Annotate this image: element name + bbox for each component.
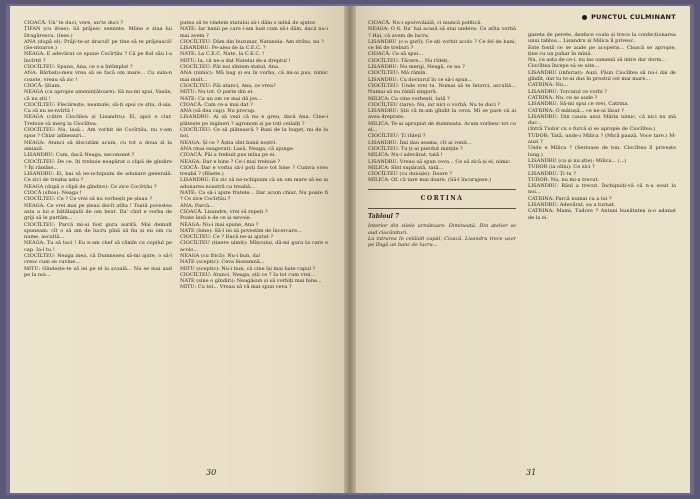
text-paragraph: LISANDRU (infuriat): Auzi, Păun Ciocîltea să nu-i dai de gîndit, dar tu te-ai dus în prostul cel mai mare... xyxy=(528,69,676,83)
text-paragraph: CATRINA: Parcă numai cu a lui ? xyxy=(528,195,612,202)
right-page xyxy=(356,6,690,493)
text-paragraph: NEAGA: Dar e bine ? Ce-i mai trebuie ? xyxy=(180,158,281,165)
text-paragraph: LISANDRU: Răul a trecut. Închipuiți-vă că n-a sosit la noi... xyxy=(528,183,676,196)
text-paragraph: MILICA: Te-ai apropiat de dumneata. Acum vorbesc tot cu el... xyxy=(368,120,516,134)
text-paragraph: MITU: Gîndește-te să iei pe el la școală... Nu se mai aud pe la noi... xyxy=(24,265,172,278)
text-paragraph: CATRINA: Nu, ce se aude ? xyxy=(528,94,598,101)
text-paragraph: LISANDRU: Pe-alea de la C.E.C. ? xyxy=(180,45,266,52)
text-paragraph: CIOCÎLTEU: Spune, Ana, ce s-a întîmplat ? xyxy=(24,64,133,71)
text-paragraph: NEAGA (după o clipă de gîndire): Ce zice Cocîrțău ? xyxy=(24,183,157,190)
text-paragraph: LISANDRU (ca și nu știe): Milica... (...) xyxy=(528,157,627,164)
text-paragraph: LISANDRU: Știi că m-am gîndit la ceva. Mi se pare că ai avea dreptate. xyxy=(368,108,516,121)
text-paragraph: Poate însă e de ce și nevoie. xyxy=(180,215,252,222)
text-paragraph: MILICA: Nu-i adevărat, tată ! xyxy=(368,152,443,159)
left-page xyxy=(10,6,344,493)
text-paragraph: LISANDRU: Nu mergi, Neagă, ce nu ? xyxy=(368,64,465,71)
text-paragraph: ANA (după el): Prăji-te-ar dracul! pe tine să te prăjească! (Se-ntoarce.) xyxy=(24,38,172,52)
text-paragraph: Este fostă ce se aude pe acoperiș... Cioacă se apropie, ține cu un pahar în mînă. xyxy=(528,44,676,57)
text-paragraph: ȚIFAN (cu ifose): Să prăjesc seminte. Mîine e ziua lui Dragărescu. (Iese.) xyxy=(24,26,172,39)
text-paragraph: CIOCÎLTEU: Neaga mea, că Dumnezeu să-mi ajute, o să-l cresc cum se cuvine... xyxy=(24,252,172,266)
text-paragraph: CIOACĂ: Ce să spui... xyxy=(368,51,424,58)
text-paragraph: CIOCÎLTEU (cu duioșie): Doare ? xyxy=(368,171,452,178)
right-page-number: 31 xyxy=(526,468,537,477)
text-paragraph: NEAGA (ca apropie amenințătoare): Să nu-mi spui, Vasile, că nu știi ! xyxy=(24,89,172,102)
text-paragraph: LISANDRU: Adevărat, ea a turnat. xyxy=(528,202,616,209)
text-paragraph: LISANDRU: Cu doctorul în ce să-i spun... xyxy=(368,76,473,83)
text-paragraph: CIOCÎLTEU: Dăm din buzunar, Natanela. Am strîns, nu ? xyxy=(180,38,324,45)
text-paragraph: (Intră Tudor cu o furcă și se apropie de Ciocîltea.) xyxy=(528,126,656,133)
text-paragraph: NEAGA (cu frică): Nu-i bun, da! xyxy=(180,252,261,259)
section-divider-bottom xyxy=(368,208,516,209)
text-paragraph: CIOACĂ: Cam ce-a mai dat ? xyxy=(180,101,253,108)
text-paragraph: CIOCÎLTEU (tare): Nu, iar nici o vorbă. Nu te duci ? xyxy=(368,101,501,108)
text-paragraph: ANA (nimic): Mă bag și eu în vorba, că mi-ai pus, nimic mai mult... xyxy=(180,70,328,83)
text-paragraph: NATE (sceptic): Ceva înseamnă... xyxy=(180,259,265,266)
running-head xyxy=(582,13,676,21)
text-paragraph: CIOCĂ: Știam. xyxy=(24,82,61,89)
text-paragraph: CIOACĂ: Lisandre, vrei să repeți ? xyxy=(180,208,268,215)
left-page-number: 30 xyxy=(206,468,217,477)
scene-title: Tabloul 7 xyxy=(368,213,400,221)
text-paragraph: CIOCÎLTEU: Atunci, Neaga, știi ce ? Ia tot cum vrei... xyxy=(180,271,316,278)
running-head-text: PUNCTUL CULMINANT xyxy=(591,13,676,21)
text-paragraph: NATE: Ca un om ce mai dă jos... xyxy=(180,95,262,102)
text-paragraph: NATE: Iar banii pe care i-am luat cum să-i dăm, dacă nu-i mai avem ? xyxy=(180,26,328,39)
text-paragraph: CIOACĂ: Păi a trebuit pus mîna pe ei. xyxy=(180,152,276,159)
section-divider xyxy=(368,189,516,190)
text-paragraph: CIOCÎLTEU: Ți rîdeți ? xyxy=(368,133,426,140)
text-paragraph: LISANDRU: Vreau să spun ceva... Ce să zică și el, nimic. xyxy=(368,158,512,165)
text-paragraph: CIOCÎLTEU (tinere uimit): Mîncului, dă-mi gura ta care e acolo... xyxy=(180,240,328,253)
text-paragraph: NEAGA: Ce vrei mai pe șleau decît atîta ! Toată povestea asta a lui e bătăliajală de om beat. Da' cînd e vorba de griji să le purtăm... xyxy=(24,202,172,222)
text-paragraph: LISANDRU: Din cauza unui Mărin nimic, că nici nu mă duc... xyxy=(528,113,676,127)
text-paragraph: MITU: Nu tot. O parte din el. xyxy=(180,89,254,96)
text-paragraph: NATE: Ca să-i ajute fratele... Dar acum chiar. Nu poate fi ? Ce zice Cocîrțău ? xyxy=(180,190,328,203)
text-paragraph: Interior din zilele următoare. Dimineață. Din atelier se aud ciocănituri. xyxy=(368,223,516,236)
text-paragraph: putea să te vindem statului să-i dăm o mînă de ajutor. xyxy=(180,20,317,26)
text-paragraph: MITU: Cu tot... Vreau să vă mai spun ceva ? xyxy=(180,284,292,291)
text-paragraph: LISANDRU: Ți tu ? xyxy=(528,170,576,177)
book-gutter xyxy=(344,6,356,493)
text-paragraph: ANA: Parcă... xyxy=(180,202,214,209)
text-paragraph: TUDOR (ia olliu): Ce zici ? xyxy=(528,164,595,171)
text-paragraph: CIOCÎLTEU: Flecărește, neamule, să-ți spui ce știu, d-aia. Ca să nu se-nvîrtă ! xyxy=(24,101,172,115)
text-paragraph: MITU: Ia, că ne-a dat Natelui de-a dreptul ! xyxy=(180,57,291,64)
text-paragraph: CIOCĂ (sfios): Neaga ! xyxy=(24,190,82,197)
text-paragraph: NATE (bine): Să-l iei să povestim de încercare... xyxy=(180,227,302,234)
text-paragraph: NEAGA: O fi. Da' hai acasă să stai undeva. Ce atîta vorbă ? Hai, că avem de lucru. xyxy=(368,26,516,39)
text-paragraph: TUDOR: Nu, nu mi-a trecut. xyxy=(528,176,600,183)
text-paragraph: NEAGA: E adevărat ce spune Cocîrțău ? Că pe fiul său l-a învîrtit ? xyxy=(24,51,172,64)
right-page-column-1 xyxy=(368,20,516,450)
text-paragraph: LISANDRU: Eu zic să ne-nchipuim că un om mare să ne ia adunarea noastră ca treabă... xyxy=(180,177,328,190)
text-paragraph: CIOCÎLTEU: Nu, lasă... Am vorbit de Cocîrțău, nu v-am spus ? Chiar adineauri... xyxy=(24,127,172,140)
left-page-column-2 xyxy=(180,20,328,450)
left-page-column-1 xyxy=(24,20,172,450)
text-paragraph: ANA (mai exagerat): Lasă, Neaga, că ajunge. xyxy=(180,145,295,152)
text-paragraph: Nu, cu asta de ce-i, nu las oamenii să intre dar dorm... xyxy=(528,57,667,64)
text-paragraph: Ciocîltea începe să se uite... xyxy=(528,63,600,70)
text-paragraph: CATRINA: O mătușă... ce ne-ai lăsat ? xyxy=(528,107,624,114)
text-paragraph: CATRINA: Nu... xyxy=(528,82,568,89)
text-paragraph: CIOCÎLTEU: Parcă mi-ai fost gura aurită. Mai demult spuneam: cît o să am de lucru pînă să fiu și eu om cu nume, ascultă... xyxy=(24,221,172,241)
text-paragraph: MITU (sceptic): Nu-i bun, că cine își mai bate capul ? xyxy=(180,265,316,272)
text-paragraph: CIOCÎLTEU: Ce ? Ce vrei să nu vorbești pe șleau ? xyxy=(24,196,152,203)
text-paragraph: NEAGA (către Cioclilea și Lisandru): Ei, apoi e clar. Trebuie să merg la Ciocîltea. xyxy=(24,114,172,127)
text-paragraph: CIOCÎLTEU: Păi atunci, Ana, ce vrea? xyxy=(180,82,276,89)
text-paragraph: CIOCÎLTEU: Unde vrei tu. Numai să te întorci, ascultă... Numai să nu rămîi singură. xyxy=(368,82,516,96)
text-paragraph: CIOCĂ: Dar e vorba să-l poți face tot bine ? Cumva vreo treabă ? (Rîsete.) xyxy=(180,164,328,178)
text-paragraph: CIOCÎLTEU: Mă rămîn. xyxy=(368,70,428,77)
text-paragraph: TUDOR: Tată, unde-i Milica ? (Mică pauză. Voce tare.) M-auzi ? xyxy=(528,132,676,146)
text-paragraph: ANA: Bărbatu-meu vrea să se facă om mare... Cu sula-n coaste, vreau să zic ! xyxy=(24,70,172,83)
text-paragraph: CIOACĂ: Nu-i sporovăială, ci muncă politică. xyxy=(368,20,482,26)
text-paragraph: CIOCÎLTEU: De ce, îți trebuie neapărat o clipă de gîndire ? Îți rămîne... xyxy=(24,158,172,171)
text-paragraph: La intrarea în celălalt capăt, Cioacă. Lisandru trece ușor pe lîngă un banc de lucru... xyxy=(368,235,516,249)
text-paragraph: CATRINA: Mami, Tudore ? Antuni bunătatea n-o adunat de la ei. xyxy=(528,208,676,221)
text-paragraph: NEAGA: Atunci să discutăm acum, cu tot a doua zi la amiază. xyxy=(24,139,172,152)
bullet-icon xyxy=(582,15,587,20)
right-page-column-2 xyxy=(528,32,676,450)
text-paragraph: LISANDRU: Să-mi spui ce vrei, Catrina. xyxy=(528,101,629,108)
text-paragraph: MILICA: Ca cine vorbești, tată ? xyxy=(368,95,450,102)
text-paragraph: CIOCÎLTEU: Păi noi sîntem statul, Ana. xyxy=(180,64,280,71)
text-paragraph: Unde e Milica ? (Serioase de ton. Ciocîltea îl privește lung.) xyxy=(528,145,676,158)
book-spread xyxy=(6,4,694,495)
text-paragraph: ANA (să dea cap): Nu precup. xyxy=(180,108,256,115)
text-paragraph: LISANDRU: Ei, bai să ne-nchipuim de adunare generală. Ce zici de treaba asta ? xyxy=(24,171,172,184)
text-paragraph: LISANDRU: Cum, dacă Neaga, neconsent ? xyxy=(24,152,135,159)
text-paragraph: LISANDRU: Torcatul ce vorbi ? xyxy=(528,88,607,95)
text-paragraph: CIOACĂ: Un' te duci, vere, un'te duci ? xyxy=(24,20,123,26)
text-paragraph: CIOCÎLTEU: Tăcere... Nu rîdeți. xyxy=(368,57,450,64)
text-paragraph: CIOCÎLTEU: Tu ți-ai pierdut mințile ? xyxy=(368,145,463,152)
text-paragraph: NATE: La C.E.C. Nate, la C.E.C. ! xyxy=(180,51,265,58)
text-paragraph: NEAGA: Și ce ? Ăștia sînt banii noștri. xyxy=(180,139,277,146)
text-paragraph: NATE (sine o gîndiri): Neagăsun și să vorbiți mai bine... xyxy=(180,278,322,285)
text-paragraph: LISANDRU (c-o gurî): Ce-ați vorbit acolo ? Ce fel de bani, ce fel de treburi ? xyxy=(368,38,516,52)
section-title: CORTINA xyxy=(420,194,464,202)
text-paragraph: CIOCÎLTEU: Ce ? Dacă ne-ai ajutat ? xyxy=(180,234,273,241)
text-paragraph: LISANDRU: Ai să vezi că nu e greu, dacă Ana. Cine-i plătește pe ingineri ? agronom și pe toți ceilalți ? xyxy=(180,114,328,127)
text-paragraph: CIOCÎLTEU: Ce să plătească ? Bani de la buget, nu de la noi. xyxy=(180,127,328,140)
text-paragraph: LISANDRU: Îmi dau seama, cît ai venit... xyxy=(368,139,472,146)
text-paragraph: gazeta de perete, desface coala și trece la confecționarea unui tablou... Lisandru și Milica îl privesc. xyxy=(528,32,676,45)
text-paragraph: NEAGA: Nu-i mai spune, Ana ? xyxy=(180,221,259,228)
text-paragraph: NEAGA: Tu să taci ! Eu n-am chef să rămîn cu copilul pe cap. Ia-l tu ! xyxy=(24,240,172,253)
text-paragraph: MILICA: Of, că tare mai doare. (Să-l încurajeze.) xyxy=(368,177,492,184)
text-paragraph: MILICA: Sînt supărată, tată... xyxy=(368,164,444,171)
